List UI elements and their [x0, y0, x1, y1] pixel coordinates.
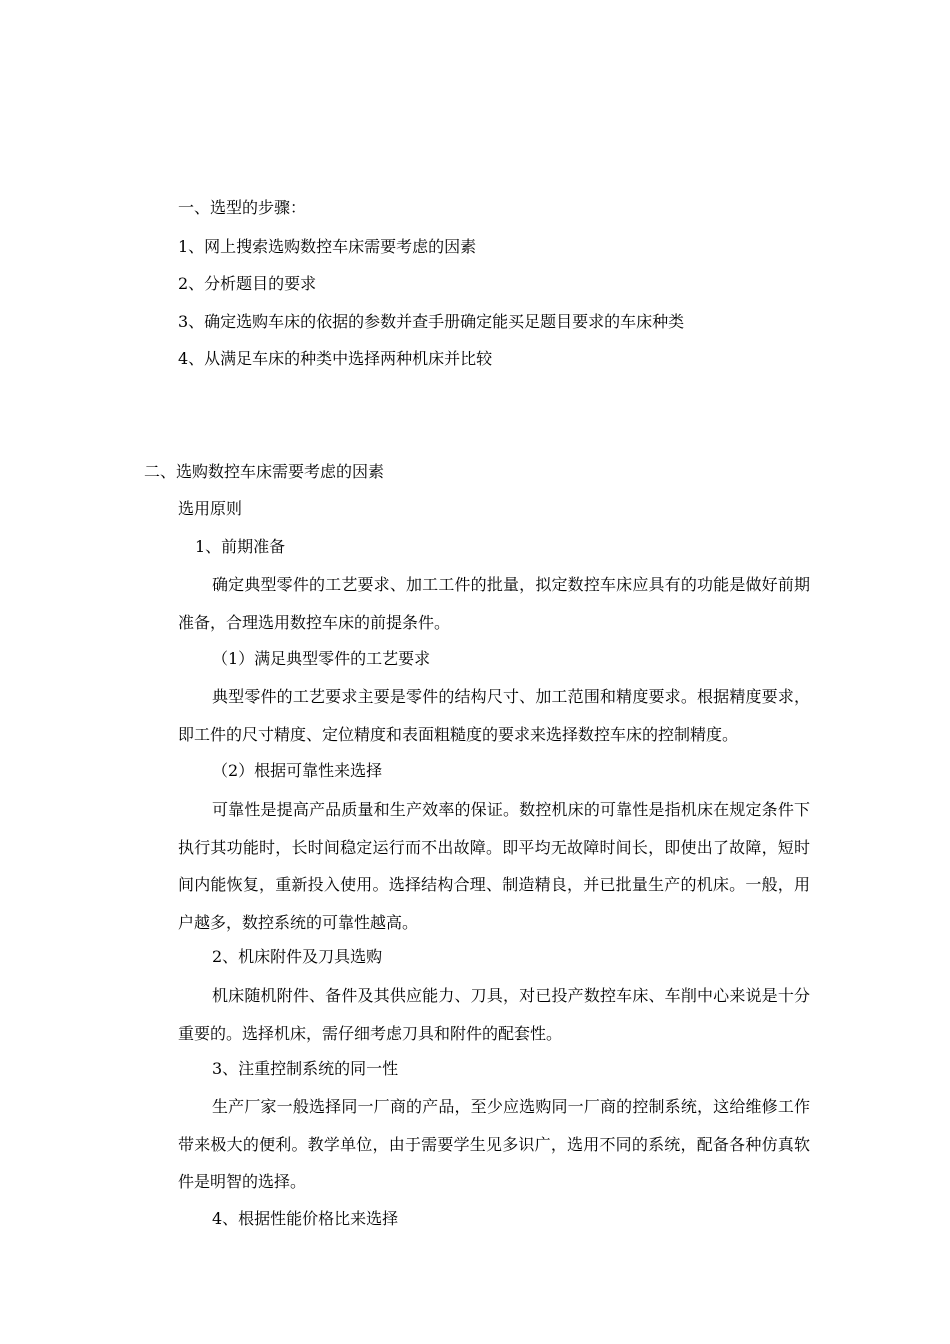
item1-paragraph: 确定典型零件的工艺要求、加工工件的批量，拟定数控车床应具有的功能是做好前期准备，合理选用数控车床的前提条件。 [178, 575, 810, 632]
step-4: 4、从满足车床的种类中选择两种机床并比较 [178, 349, 493, 368]
step-2: 2、分析题目的要求 [178, 274, 317, 293]
step-1: 1、网上搜索选购数控车床需要考虑的因素 [178, 237, 477, 256]
item4-title: 4、根据性能价格比来选择 [212, 1209, 399, 1228]
item3-title: 3、注重控制系统的同一性 [212, 1059, 399, 1078]
sub2-paragraph: 可靠性是提高产品质量和生产效率的保证。数控机床的可靠性是指机床在规定条件下执行其功能时，长时间稳定运行而不出故障。即平均无故障时间长，即使出了故障，短时间内能恢复，重新投入使用。选择结构合理、制造精良，并已批量生产的机床。一般，用户越多，数控系统的可靠性越高。 [178, 800, 810, 932]
section2-heading: 二、选购数控车床需要考虑的因素 [144, 462, 385, 481]
section1-heading: 一、选型的步骤： [178, 198, 307, 217]
step-3: 3、确定选购车床的依据的参数并查手册确定能买足题目要求的车床种类 [178, 312, 685, 331]
principles-subheading: 选用原则 [178, 499, 243, 518]
item1-title: 1、前期准备 [195, 537, 286, 556]
item2-paragraph: 机床随机附件、备件及其供应能力、刀具，对已投产数控车床、车削中心来说是十分重要的。选择机床，需仔细考虑刀具和附件的配套性。 [178, 986, 810, 1043]
sub1-title: （1）满足典型零件的工艺要求 [212, 649, 431, 668]
item3-paragraph: 生产厂家一般选择同一厂商的产品，至少应选购同一厂商的控制系统，这给维修工作带来极大的便利。教学单位，由于需要学生见多识广，选用不同的系统，配备各种仿真软件是明智的选择。 [178, 1097, 810, 1191]
sub1-paragraph: 典型零件的工艺要求主要是零件的结构尺寸、加工范围和精度要求。根据精度要求，即工件的尺寸精度、定位精度和表面粗糙度的要求来选择数控车床的控制精度。 [178, 687, 810, 744]
item2-title: 2、机床附件及刀具选购 [212, 947, 383, 966]
sub2-title: （2）根据可靠性来选择 [212, 761, 383, 780]
